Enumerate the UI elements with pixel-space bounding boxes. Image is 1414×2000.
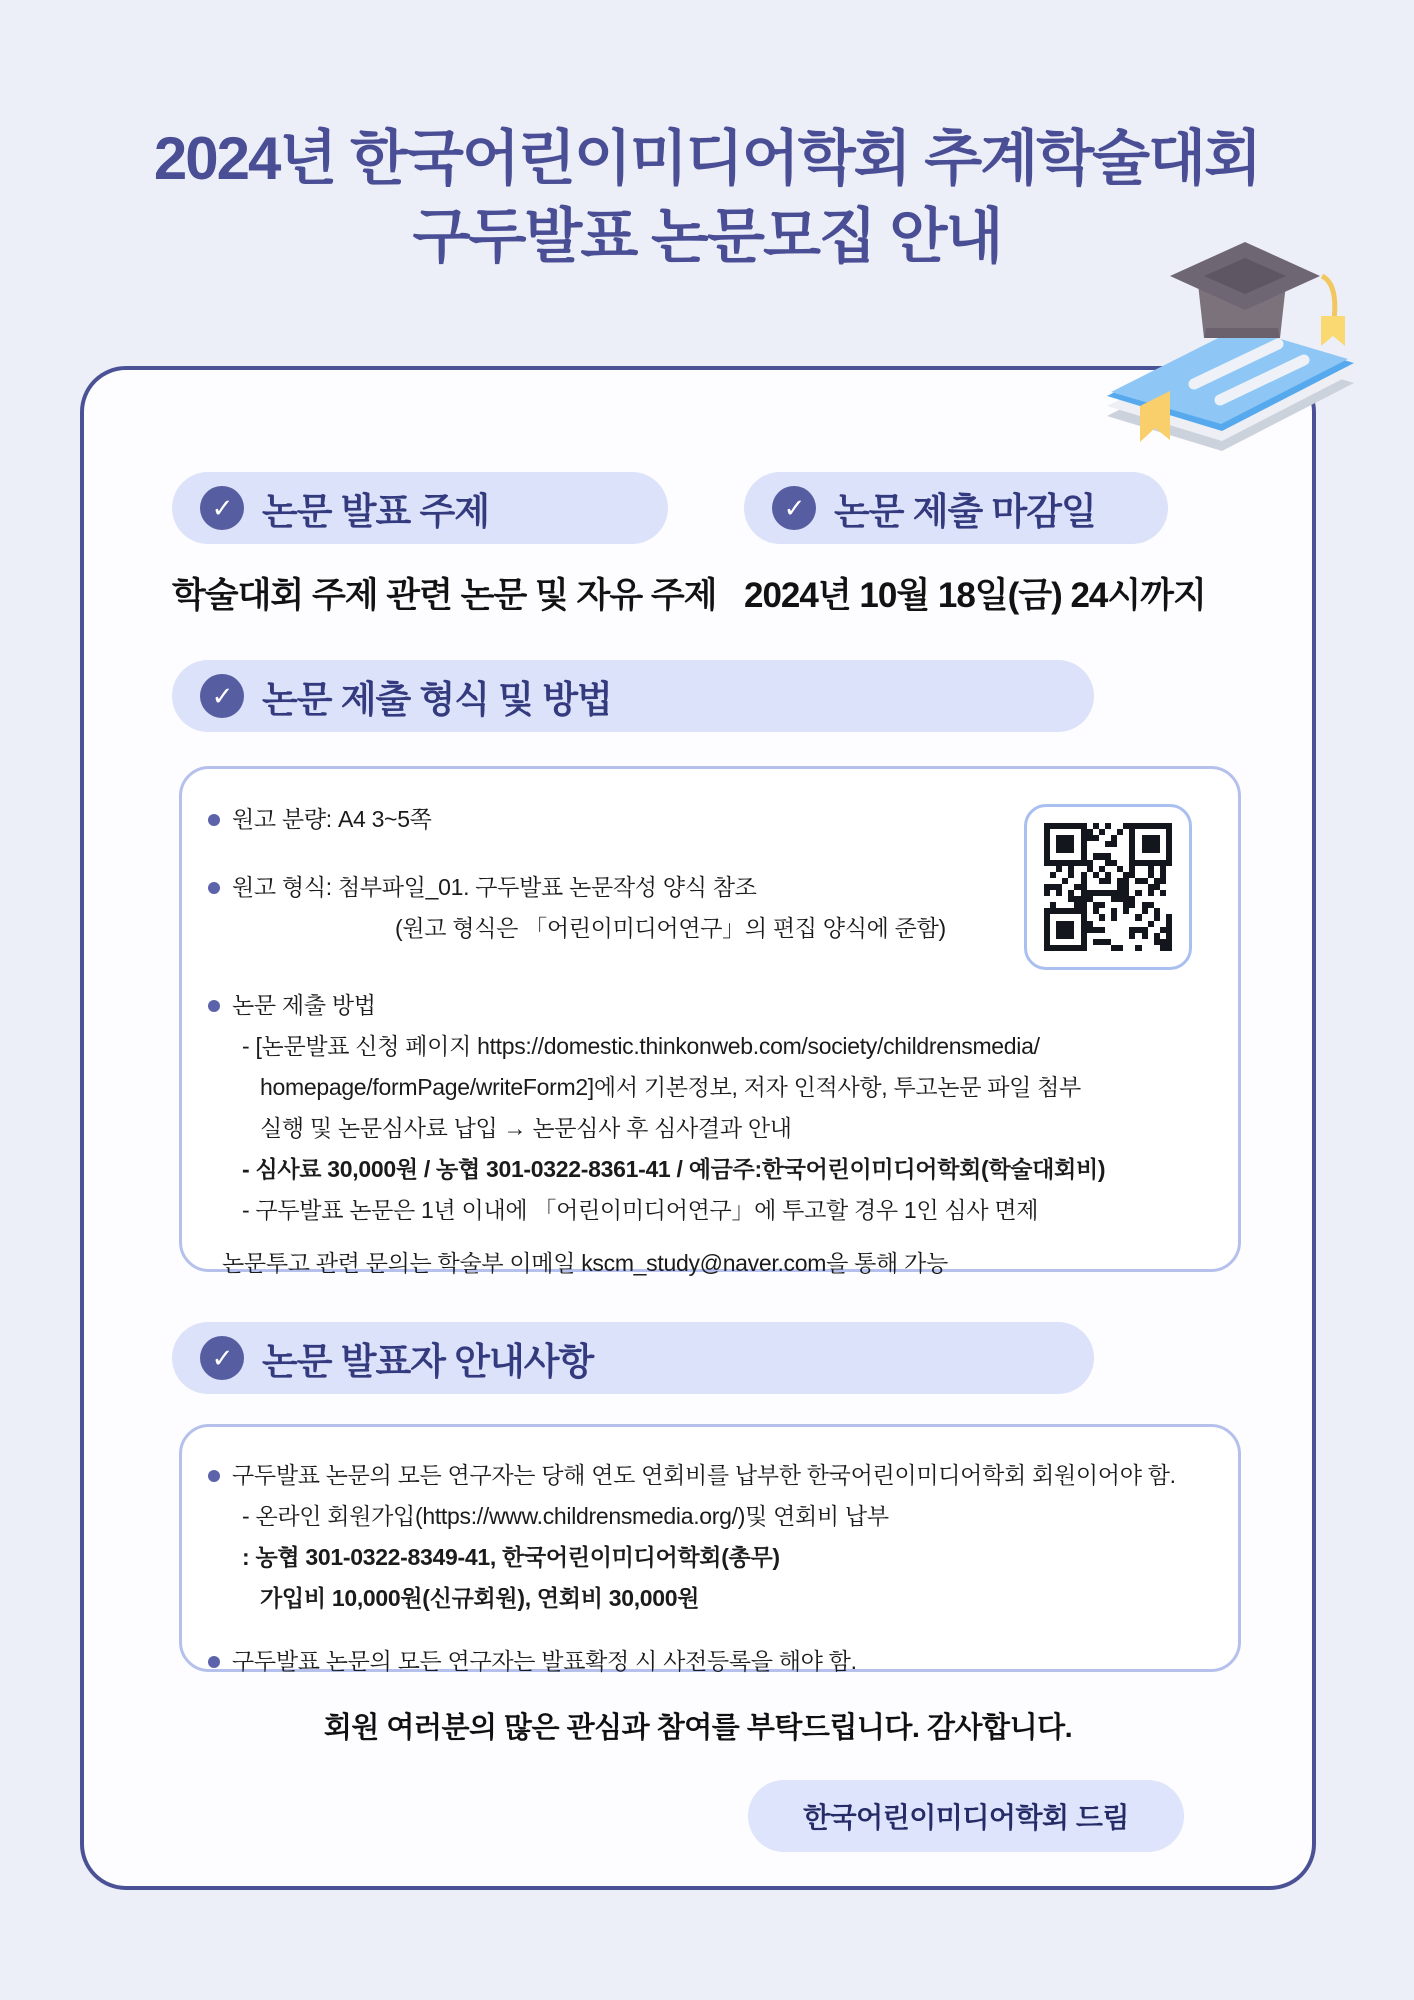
list-item-method-text: 논문 제출 방법 <box>232 992 376 1018</box>
section-header-topic-label: 논문 발표 주제 <box>262 491 490 532</box>
check-icon: ✓ <box>200 1336 244 1380</box>
section-header-deadline <box>744 472 1168 544</box>
section-header-format <box>172 660 1094 732</box>
list-item-format-text <box>232 867 946 949</box>
list-item-membership-text: 구두발표 논문의 모든 연구자는 당해 연도 연회비를 납부한 한국어린이미디어학회 회원이어야 함. <box>232 1462 1176 1488</box>
qr-code <box>1044 823 1172 951</box>
method-fee-line: - 심사료 30,000원 / 농협 301-0322-8361-41 / 예금주:한국어린이미디어학회(학술대회비) <box>242 1156 1106 1182</box>
graduation-cap-icon <box>1170 242 1345 346</box>
format-line2: (원고 형식은 「어린이미디어연구」의 편집 양식에 준함) <box>395 915 946 941</box>
signature-pill: 한국어린이미디어학회 드림 <box>748 1780 1184 1852</box>
list-item-membership <box>208 1455 1202 1496</box>
method-detail-line: homepage/formPage/writeForm2]에서 기본정보, 저자 인적사항, 투고논문 파일 첨부 <box>260 1074 1081 1100</box>
book-icon <box>1107 327 1354 451</box>
section-header-format-label: 논문 제출 형식 및 방법 <box>262 679 612 720</box>
method-detail-line: - [논문발표 신청 페이지 https://domestic.thinkonweb.com/society/childrensmedia/ <box>242 1033 1040 1059</box>
membership-account-line: : 농협 301-0322-8349-41, 한국어린이미디어학회(총무) <box>242 1544 780 1570</box>
graduation-cap-on-book-illustration <box>1082 224 1374 478</box>
qr-code-frame <box>1024 804 1192 970</box>
section-header-presenter-label: 논문 발표자 안내사항 <box>262 1341 594 1382</box>
format-line1: 원고 형식: 첨부파일_01. 구두발표 논문작성 양식 참조 <box>232 874 757 900</box>
section-header-presenter <box>172 1322 1094 1394</box>
check-icon: ✓ <box>200 674 244 718</box>
list-item-method <box>208 985 1202 1026</box>
poster-title-line1: 2024년 한국어린이미디어학회 추계학술대회 <box>153 125 1261 192</box>
contact-note: 논문투고 관련 문의는 학술부 이메일 kscm_study@naver.com을 통해 가능 <box>222 1250 948 1276</box>
method-detail-line: 실행 및 논문심사료 납입 → 논문심사 후 심사결과 안내 <box>260 1115 792 1141</box>
announcement-card <box>80 366 1316 1890</box>
topic-body-text: 학술대회 주제 관련 논문 및 자유 주제 <box>172 576 717 615</box>
section-header-topic <box>172 472 668 544</box>
membership-detail-line: - 온라인 회원가입(https://www.childrensmedia.org/)및 연회비 납부 <box>242 1503 889 1529</box>
format-detail-box <box>179 766 1241 1276</box>
membership-fee-line: 가입비 10,000원(신규회원), 연회비 30,000원 <box>260 1585 700 1611</box>
closing-message: 회원 여러분의 많은 관심과 참여를 부탁드립니다. 감사합니다. <box>323 1712 1073 1744</box>
check-icon: ✓ <box>200 486 244 530</box>
deadline-body-text: 2024년 10월 18일(금) 24시까지 <box>744 576 1206 615</box>
list-item-volume-text: 원고 분량: A4 3~5쪽 <box>232 806 432 832</box>
section-header-deadline-label: 논문 제출 마감일 <box>834 491 1096 532</box>
presenter-detail-box <box>179 1424 1241 1672</box>
check-icon: ✓ <box>772 486 816 530</box>
list-item-registration <box>208 1641 1202 1682</box>
method-detail-line: - 구두발표 논문은 1년 이내에 「어린이미디어연구」에 투고할 경우 1인 심사 면제 <box>242 1197 1039 1223</box>
list-item-registration-text: 구두발표 논문의 모든 연구자는 발표확정 시 사전등록을 해야 함. <box>232 1648 857 1674</box>
poster-title-line2: 구두발표 논문모집 안내 <box>412 203 1002 270</box>
